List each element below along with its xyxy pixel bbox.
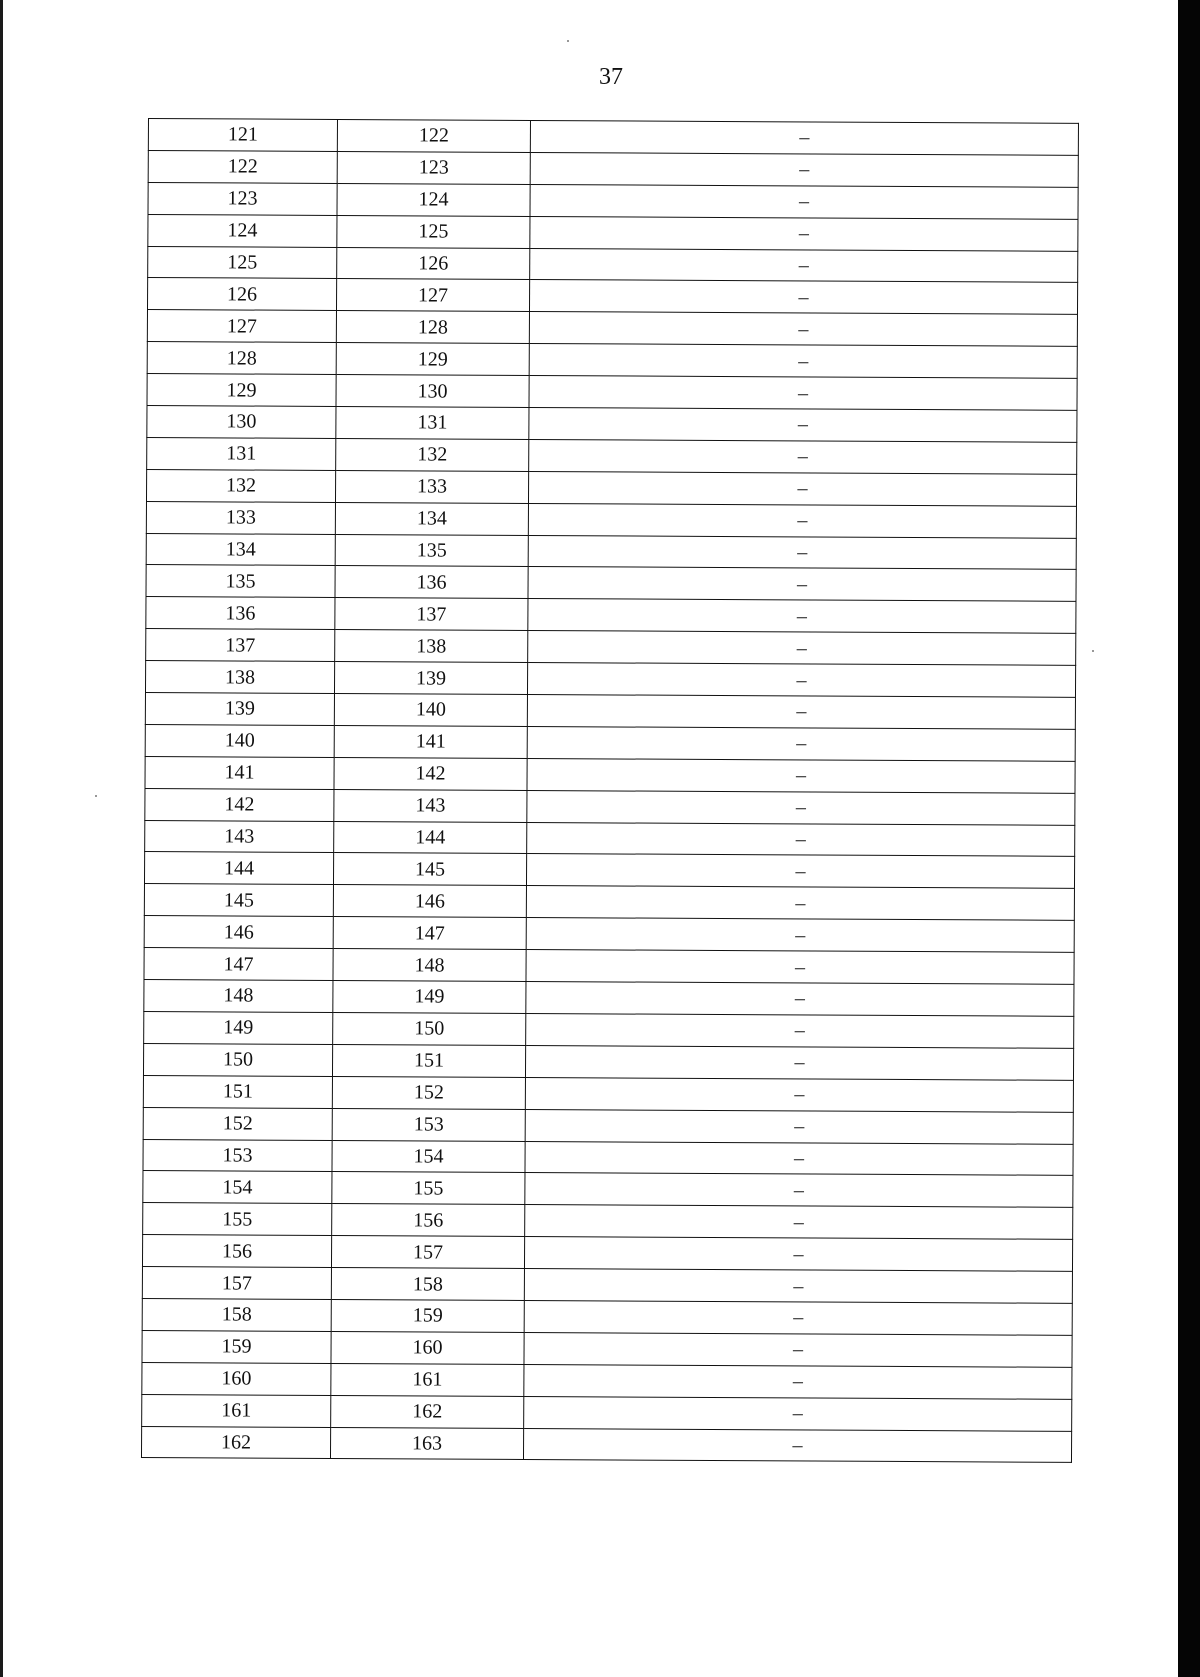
cell-from: 125	[148, 246, 337, 279]
cell-value: –	[525, 1173, 1073, 1208]
cell-value: –	[528, 471, 1076, 506]
cell-to: 149	[333, 981, 526, 1014]
cell-to: 122	[337, 119, 530, 152]
table-row	[145, 693, 1075, 730]
table-row	[141, 1426, 1071, 1463]
cell-from: 146	[144, 916, 333, 949]
cell-to: 152	[332, 1076, 525, 1109]
cell-from: 156	[142, 1235, 331, 1268]
cell-value: –	[527, 695, 1075, 730]
cell-from: 133	[146, 501, 335, 534]
cell-from: 131	[147, 437, 336, 470]
cell-from: 158	[142, 1298, 331, 1331]
cell-value: –	[528, 599, 1076, 634]
cell-to: 134	[335, 502, 528, 535]
table-row	[146, 501, 1076, 538]
cell-to: 142	[334, 757, 527, 790]
table-row	[142, 1330, 1072, 1367]
cell-value: –	[524, 1332, 1072, 1367]
cell-to: 150	[333, 1012, 526, 1045]
cell-value: –	[524, 1364, 1072, 1399]
cell-from: 143	[145, 820, 334, 853]
cell-from: 130	[147, 406, 336, 439]
cell-to: 135	[335, 534, 528, 567]
cell-to: 123	[337, 151, 530, 184]
cell-value: –	[524, 1396, 1072, 1431]
table-row	[146, 469, 1076, 506]
cell-to: 146	[333, 885, 526, 918]
cell-to: 160	[331, 1331, 524, 1364]
table-row	[145, 756, 1075, 793]
cell-from: 128	[147, 342, 336, 375]
cell-to: 125	[337, 215, 530, 248]
cell-value: –	[525, 1077, 1073, 1112]
table-row	[148, 119, 1078, 156]
cell-value: –	[524, 1269, 1072, 1304]
cell-to: 130	[336, 375, 529, 408]
cell-to: 140	[334, 694, 527, 727]
table-row	[148, 246, 1078, 283]
cell-to: 161	[331, 1363, 524, 1396]
cell-from: 162	[141, 1426, 330, 1459]
cell-value: –	[527, 790, 1075, 825]
cell-value: –	[530, 121, 1078, 156]
cell-to: 131	[336, 407, 529, 440]
cell-to: 132	[336, 438, 529, 471]
table-row	[143, 1075, 1073, 1112]
cell-to: 127	[336, 279, 529, 312]
cell-from: 147	[144, 948, 333, 981]
cell-to: 158	[331, 1268, 524, 1301]
cell-value: –	[526, 982, 1074, 1017]
cell-value: –	[529, 408, 1077, 443]
cell-to: 136	[335, 566, 528, 599]
cell-to: 139	[334, 662, 527, 695]
table-row	[143, 1171, 1073, 1208]
table-row	[144, 852, 1074, 889]
cell-from: 152	[143, 1107, 332, 1140]
cell-value: –	[528, 503, 1076, 538]
cell-value: –	[529, 376, 1077, 411]
cell-from: 138	[145, 661, 334, 694]
cell-value: –	[525, 1045, 1073, 1080]
table-row	[145, 788, 1075, 825]
table-row	[144, 916, 1074, 953]
cell-to: 153	[332, 1108, 525, 1141]
cell-from: 148	[144, 980, 333, 1013]
page-number: 37	[599, 64, 623, 90]
cell-value: –	[529, 280, 1077, 315]
cell-from: 123	[148, 182, 337, 215]
table-row	[144, 948, 1074, 985]
cell-value: –	[526, 854, 1074, 889]
cell-to: 162	[331, 1395, 524, 1428]
table-row	[148, 214, 1078, 251]
table-row	[146, 533, 1076, 570]
table-row	[144, 1011, 1074, 1048]
table-row	[142, 1235, 1072, 1272]
table-row	[146, 629, 1076, 666]
cell-to: 156	[332, 1204, 525, 1237]
cell-from: 154	[143, 1171, 332, 1204]
table-row	[142, 1362, 1072, 1399]
cell-from: 157	[142, 1267, 331, 1300]
cell-to: 128	[336, 311, 529, 344]
cell-from: 144	[144, 852, 333, 885]
cell-from: 129	[147, 374, 336, 407]
table-row	[143, 1139, 1073, 1176]
cell-value: –	[525, 1109, 1073, 1144]
table-row	[147, 374, 1077, 411]
table-row	[143, 1043, 1073, 1080]
table-row	[146, 565, 1076, 602]
cell-from: 159	[142, 1330, 331, 1363]
cell-value: –	[528, 535, 1076, 570]
table-row	[143, 1203, 1073, 1240]
cell-value: –	[526, 950, 1074, 985]
table-body	[141, 119, 1078, 1463]
cell-from: 132	[146, 469, 335, 502]
cell-from: 161	[142, 1394, 331, 1427]
cell-from: 137	[146, 629, 335, 662]
table-row	[147, 437, 1077, 474]
cell-value: –	[529, 344, 1077, 379]
table-row	[145, 661, 1075, 698]
table-row	[148, 182, 1078, 219]
table-row	[147, 406, 1077, 443]
cell-from: 122	[148, 150, 337, 183]
table-row	[145, 820, 1075, 857]
table-row	[144, 884, 1074, 921]
scan-speck	[567, 40, 569, 42]
cell-from: 151	[143, 1075, 332, 1108]
cell-from: 140	[145, 724, 334, 757]
cell-from: 126	[147, 278, 336, 311]
cell-value: –	[526, 886, 1074, 921]
cell-value: –	[527, 758, 1075, 793]
cell-value: –	[525, 1205, 1073, 1240]
scan-right-edge	[1178, 0, 1200, 1677]
cell-value: –	[524, 1300, 1072, 1335]
scan-speck	[95, 795, 97, 797]
cell-value: –	[526, 918, 1074, 953]
cell-value: –	[530, 152, 1078, 187]
cell-from: 150	[143, 1043, 332, 1076]
cell-from: 139	[145, 693, 334, 726]
cell-value: –	[523, 1428, 1071, 1463]
table-row	[147, 342, 1077, 379]
cell-from: 160	[142, 1362, 331, 1395]
cell-value: –	[530, 184, 1078, 219]
cell-to: 157	[331, 1236, 524, 1269]
table-row	[142, 1267, 1072, 1304]
cell-to: 148	[333, 949, 526, 982]
cell-to: 154	[332, 1140, 525, 1173]
cell-value: –	[526, 1013, 1074, 1048]
cell-to: 137	[335, 598, 528, 631]
cell-value: –	[527, 663, 1075, 698]
cell-from: 141	[145, 756, 334, 789]
cell-value: –	[529, 439, 1077, 474]
cell-from: 142	[145, 788, 334, 821]
cell-from: 124	[148, 214, 337, 247]
cell-to: 145	[333, 853, 526, 886]
cell-value: –	[530, 216, 1078, 251]
cell-to: 163	[330, 1427, 523, 1460]
table-row	[144, 980, 1074, 1017]
scan-left-edge	[0, 0, 3, 1677]
cell-from: 127	[147, 310, 336, 343]
data-table	[141, 118, 1079, 1463]
cell-to: 147	[333, 917, 526, 950]
cell-to: 143	[334, 789, 527, 822]
cell-from: 136	[146, 597, 335, 630]
cell-from: 149	[144, 1011, 333, 1044]
cell-to: 144	[334, 821, 527, 854]
cell-value: –	[524, 1237, 1072, 1272]
cell-from: 121	[148, 119, 337, 152]
table-row	[145, 724, 1075, 761]
cell-value: –	[527, 726, 1075, 761]
cell-to: 155	[332, 1172, 525, 1205]
table-row	[148, 150, 1078, 187]
scan-speck	[1092, 650, 1094, 652]
table-row	[143, 1107, 1073, 1144]
table-row	[147, 310, 1077, 347]
cell-value: –	[525, 1141, 1073, 1176]
cell-value: –	[529, 312, 1077, 347]
cell-value: –	[527, 822, 1075, 857]
cell-to: 126	[337, 247, 530, 280]
cell-value: –	[530, 248, 1078, 283]
cell-from: 134	[146, 533, 335, 566]
cell-from: 155	[143, 1203, 332, 1236]
table-row	[147, 278, 1077, 315]
table-row	[142, 1298, 1072, 1335]
table-row	[142, 1394, 1072, 1431]
cell-to: 138	[335, 630, 528, 663]
cell-from: 145	[144, 884, 333, 917]
cell-value: –	[528, 567, 1076, 602]
cell-to: 129	[336, 343, 529, 376]
cell-value: –	[528, 631, 1076, 666]
cell-from: 153	[143, 1139, 332, 1172]
cell-to: 124	[337, 183, 530, 216]
cell-from: 135	[146, 565, 335, 598]
cell-to: 159	[331, 1299, 524, 1332]
cell-to: 133	[335, 470, 528, 503]
cell-to: 141	[334, 725, 527, 758]
cell-to: 151	[332, 1044, 525, 1077]
table-row	[146, 597, 1076, 634]
